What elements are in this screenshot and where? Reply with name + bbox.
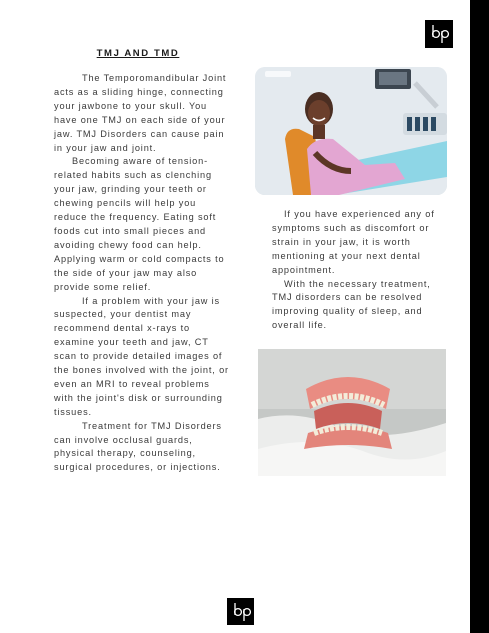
right-text-column	[272, 208, 448, 333]
paragraph-diagnosis: If a problem with your jaw is suspected, your dentist may recommend dental x-rays to examine your teeth and jaw, CT scan to provide detailed images of the bones involved with the joint, or even an MRI to reveal problems with the joint's disk or surrounding tissues.	[54, 295, 229, 417]
bp-monogram-icon	[231, 601, 251, 623]
paragraph-outcome: With the necessary treatment, TMJ disorders can be resolved improving quality of sleep, and overall life.	[272, 278, 431, 331]
dental-chair-photo	[255, 67, 447, 195]
paragraph-treatment: Treatment for TMJ Disorders can involve occlusal guards, physical therapy, counseling, surgical procedures, or injections.	[54, 420, 222, 473]
page-edge-strip	[470, 0, 489, 633]
page-title: TMJ AND TMD	[96, 48, 180, 59]
paragraph-intro: The Temporomandibular Joint acts as a sliding hinge, connecting your jawbone to your skull. You have one TMJ on each side of your jaw. TMJ Disorders can cause pain in your jaw and joint.	[54, 73, 227, 153]
brand-logo-top	[425, 20, 453, 48]
paragraph-symptoms: If you have experienced any of symptoms such as discomfort or strain in your jaw, it is worth mentioning at your next dental appointment.	[272, 209, 435, 275]
dental-jaw-model-image	[258, 349, 446, 476]
brand-logo-bottom	[227, 598, 254, 625]
left-text-column	[54, 72, 232, 475]
bp-monogram-icon	[429, 23, 449, 45]
patient-in-dental-chair-image	[255, 67, 447, 195]
paragraph-habits: Becoming aware of tension-related habits such as clenching your jaw, grinding your teeth or chewing pencils will help you reduce the frequency. Eating soft foods cut into small pieces and avoiding chewy food can help. Applying warm or cold compacts to the side of your jaw may also provide some relief.	[54, 156, 225, 292]
dental-model-photo	[258, 349, 446, 476]
